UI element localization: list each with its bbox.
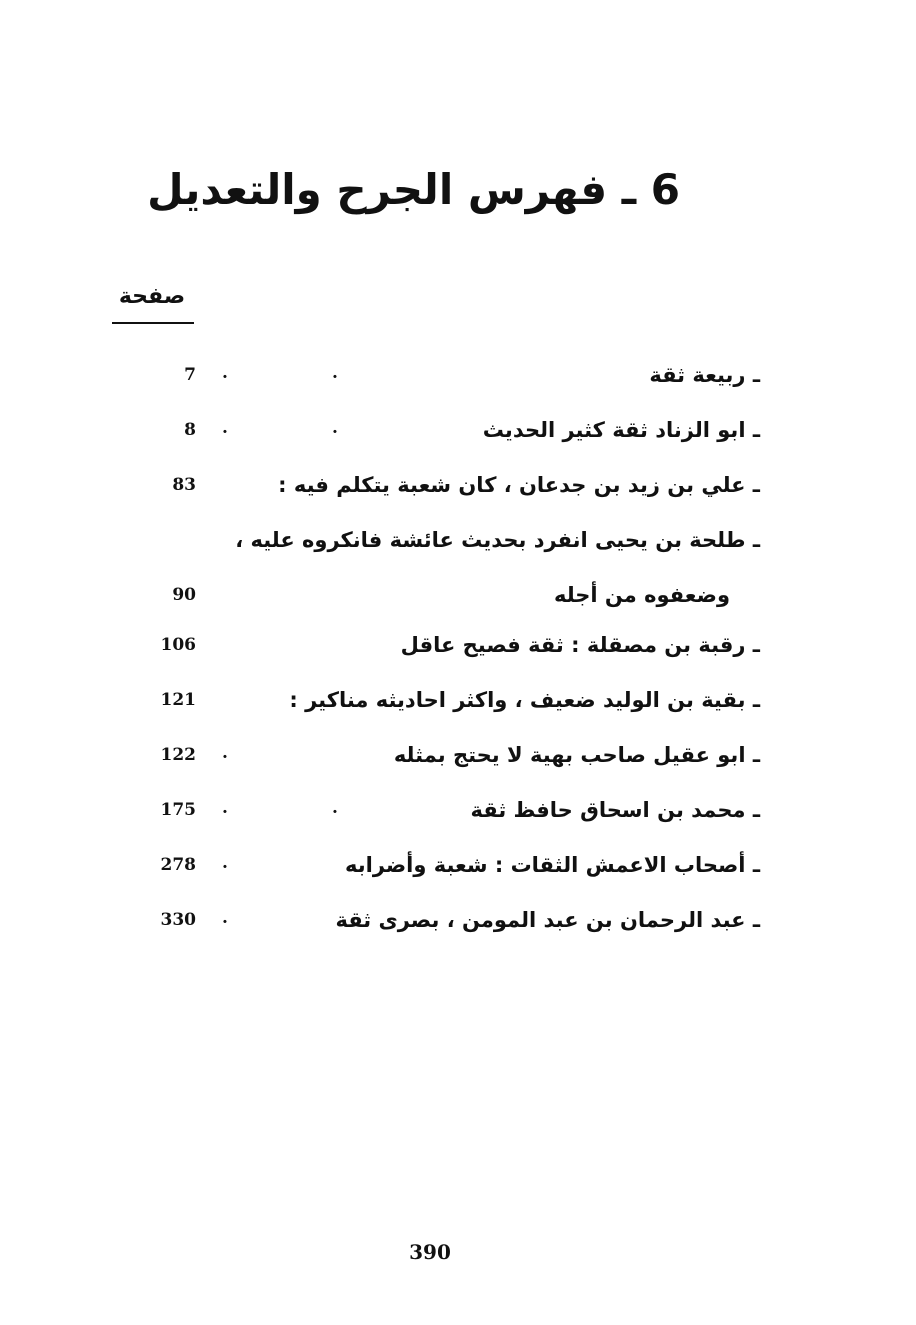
index-title: 6 ـ فهرس الجرح والتعديل <box>147 165 680 214</box>
entry-text: ـ رقبة بن مصقلة : ثقة فصيح عاقل <box>400 633 760 657</box>
entry-page-number: 83 <box>172 475 196 495</box>
index-entry <box>150 350 760 405</box>
entry-page-number: 7 <box>184 365 196 385</box>
leader-dot: . <box>332 363 338 383</box>
entry-page-number: 278 <box>160 855 196 875</box>
leader-dot: . <box>222 798 228 818</box>
leader-dot: . <box>222 363 228 383</box>
index-entries <box>150 350 760 950</box>
entry-text: ـ محمد بن اسحاق حافظ ثقة <box>470 798 760 822</box>
index-entry-continuation <box>150 570 760 620</box>
index-entry <box>150 730 760 785</box>
header-underline <box>112 322 194 324</box>
leader-dot: . <box>332 798 338 818</box>
index-entry <box>150 840 760 895</box>
entry-page-number: 90 <box>172 585 196 605</box>
index-entry <box>150 895 760 950</box>
entry-page-number: 330 <box>160 910 196 930</box>
entry-page-number: 8 <box>184 420 196 440</box>
entry-text: ـ ربيعة ثقة <box>649 363 760 387</box>
index-entry <box>150 785 760 840</box>
page-number: 390 <box>409 1240 451 1264</box>
entry-text: ـ بقية بن الوليد ضعيف ، واكثر احاديثه مناكير : <box>289 688 760 712</box>
entry-text: ـ علي بن زيد بن جدعان ، كان شعبة يتكلم فيه : <box>278 473 760 497</box>
entry-page-number: 122 <box>160 745 196 765</box>
leader-dot: . <box>222 908 228 928</box>
index-entry <box>150 405 760 460</box>
index-entry <box>150 675 760 730</box>
leader-dot: . <box>222 418 228 438</box>
index-entry <box>150 515 760 570</box>
index-entry <box>150 460 760 515</box>
entry-text: ـ عبد الرحمان بن عبد المومن ، بصرى ثقة <box>335 908 760 932</box>
entry-page-number: 121 <box>160 690 196 710</box>
entry-page-number: 106 <box>160 635 196 655</box>
index-entry <box>150 620 760 675</box>
leader-dot: . <box>332 418 338 438</box>
leader-dot: . <box>222 853 228 873</box>
page-column-header: صفحة <box>118 284 186 309</box>
entry-text: ـ ابو الزناد ثقة كثير الحديث <box>482 418 760 442</box>
entry-text: ـ أصحاب الاعمش الثقات : شعبة وأضرابه <box>345 853 760 877</box>
entry-page-number: 175 <box>160 800 196 820</box>
leader-dot: . <box>222 743 228 763</box>
entry-text: وضعفوه من أجله <box>553 583 730 607</box>
entry-text: ـ ابو عقيل صاحب بهية لا يحتج بمثله <box>393 743 760 767</box>
entry-text: ـ طلحة بن يحيى انفرد بحديث عائشة فانكروه عليه ، <box>235 528 760 552</box>
